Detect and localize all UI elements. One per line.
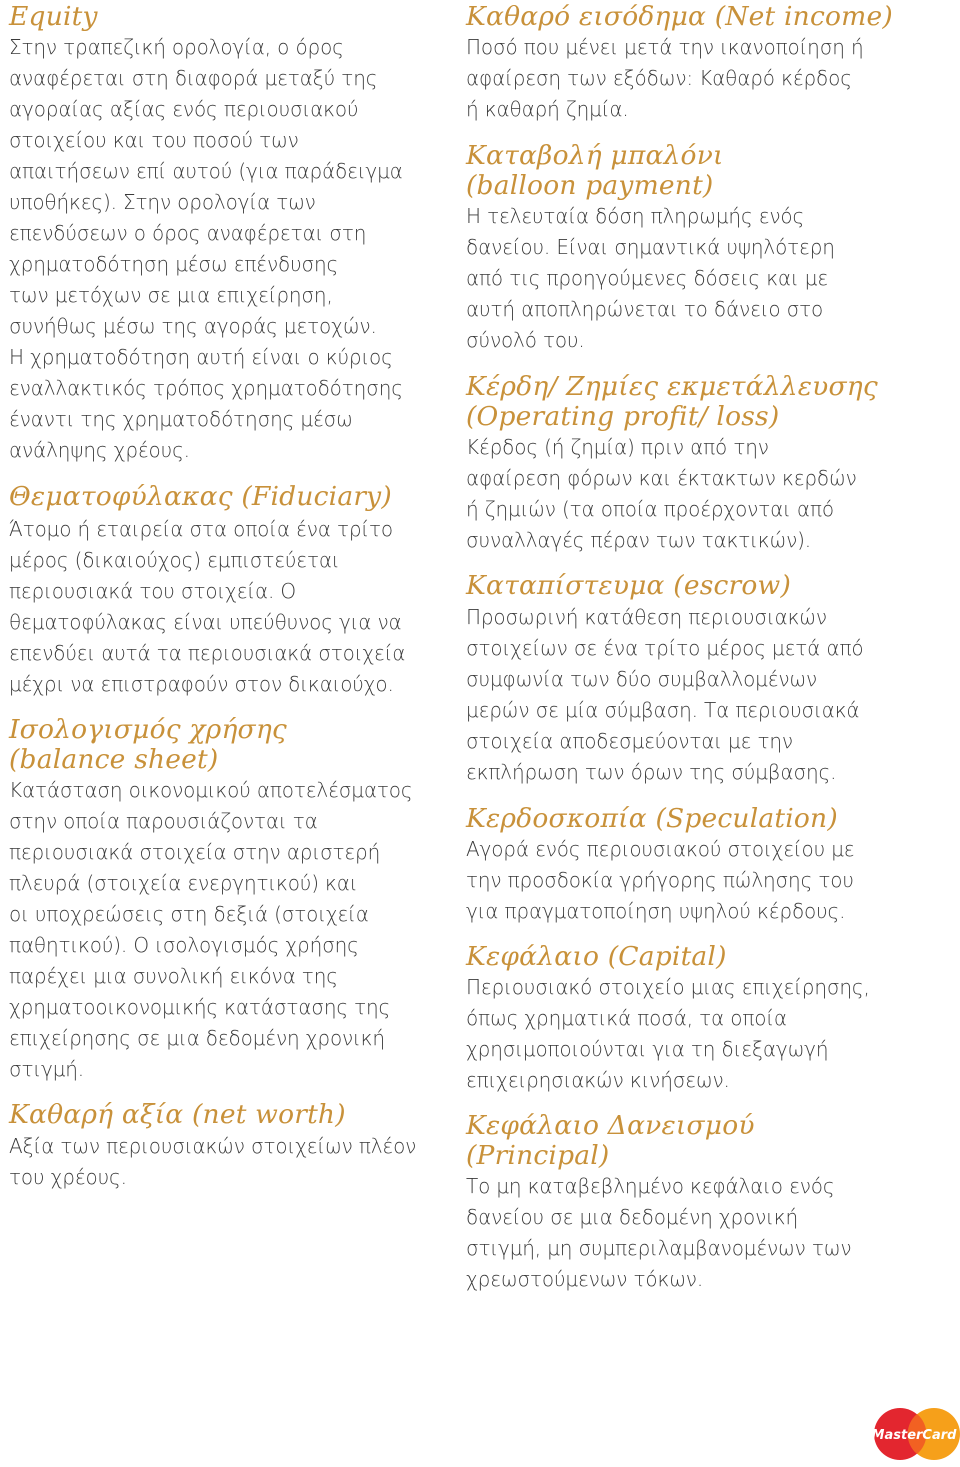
term-heading: Κεφάλαιο (Capital) bbox=[466, 941, 727, 972]
term-definition: Περιουσιακό στοιχείο μιας επιχείρησης, όπως χρηματικά ποσά, τα οποία χρησιμοποιούνται για τη διεξαγωγή επιχειρησιακών κινήσεων. bbox=[466, 975, 870, 1092]
glossary-entry-balloon-payment bbox=[466, 141, 896, 356]
mastercard-logo-icon bbox=[868, 1404, 960, 1462]
logo-wordmark: MasterCard bbox=[871, 1428, 957, 1443]
glossary-entry-principal bbox=[466, 1111, 896, 1295]
glossary-entry-fiduciary bbox=[9, 482, 429, 700]
term-definition: Κατάσταση οικονομικού αποτελέσματος στην οποία παρουσιάζονται τα περιουσιακά στοιχεία στην αριστερή πλευρά (στοιχεία ενεργητικού) και οι υποχρεώσεις στη δεξιά (στοιχεία παθητικού). Ο ισολογισμός χρήσης παρέχει μια συνολική εικόνα της χρηματοοικονομικής κατάστασης της επιχείρησης σε μια δεδομένη χρονική στιγμή. bbox=[9, 778, 413, 1081]
term-heading: Καταβολή μπαλόνι (balloon payment) bbox=[466, 140, 724, 201]
left-column bbox=[9, 2, 429, 1193]
term-definition: Προσωρινή κατάθεση περιουσιακών στοιχείων σε ένα τρίτο μέρος μετά από συμφωνία των δύο συμβαλλομένων μερών σε μία σύμβαση. Τα περιουσιακά στοιχεία αποδεσμεύονται με την εκπλήρωση των όρων της σύμβασης. bbox=[466, 605, 864, 784]
term-heading: Καταπίστευμα (escrow) bbox=[466, 570, 791, 601]
glossary-entry-capital bbox=[466, 942, 896, 1096]
term-definition: Άτομο ή εταιρεία στα οποία ένα τρίτο μέρος (δικαιούχος) εμπιστεύεται περιουσιακά του στοιχεία. Ο θεματοφύλακας είναι υπεύθυνος για να επενδύει αυτά τα περιουσιακά στοιχεία μέχρι να επιστραφούν στον δικαιούχο. bbox=[9, 517, 406, 696]
term-heading: Καθαρό εισόδημα (Net income) bbox=[466, 1, 893, 32]
glossary-entry-escrow bbox=[466, 571, 896, 788]
term-heading: Θεματοφύλακας (Fiduciary) bbox=[9, 481, 392, 512]
term-heading: Κερδοσκοπία (Speculation) bbox=[466, 803, 838, 834]
term-definition: Το μη καταβεβλημένο κεφάλαιο ενός δανείου σε μια δεδομένη χρονική στιγμή, μη συμπεριλαμβανομένων των χρεωστούμενων τόκων. bbox=[466, 1174, 852, 1291]
term-heading: Καθαρή αξία (net worth) bbox=[9, 1099, 346, 1130]
term-definition: Κέρδος (ή ζημία) πριν από την αφαίρεση φόρων και έκτακτων κερδών ή ζημιών (τα οποία προέρχονται από συναλλαγές πέραν των τακτικών). bbox=[466, 435, 857, 552]
glossary-entry-speculation bbox=[466, 804, 896, 927]
glossary-entry-net-worth bbox=[9, 1100, 429, 1193]
right-column bbox=[466, 2, 896, 1295]
term-heading: Κεφάλαιο Δανεισμού (Principal) bbox=[466, 1110, 755, 1171]
glossary-entry-net-income bbox=[466, 2, 896, 125]
term-definition: Αξία των περιουσιακών στοιχείων πλέον του χρέους. bbox=[9, 1134, 417, 1189]
term-heading: Equity bbox=[9, 1, 98, 32]
glossary-entry-operating-profit bbox=[466, 372, 896, 556]
term-definition: Η τελευταία δόση πληρωμής ενός δανείου. Είναι σημαντικά υψηλότερη από τις προηγούμενες δόσεις και με αυτή αποπληρώνεται το δάνειο στο σύνολό του. bbox=[466, 204, 835, 352]
term-heading: Κέρδη/ Ζημίες εκμετάλλευσης (Operating profit/ loss) bbox=[466, 371, 878, 432]
term-definition: Στην τραπεζική ορολογία, ο όρος αναφέρεται στη διαφορά μεταξύ της αγοραίας αξίας ενός περιουσιακού στοιχείου και του ποσού των απαιτήσεων επί αυτού (για παράδειγμα υποθήκες). Στην ορολογία των επενδύσεων ο όρος αναφέρεται στη χρηματοδότηση μέσω επένδυσης των μετόχων σε μια επιχείρηση, συνήθως μέσω της αγοράς μετοχών. Η χρηματοδότηση αυτή είναι ο κύριος εναλλακτικός τρόπος χρηματοδότησης έναντι της χρηματοδότησης μέσω ανάληψης χρέους. bbox=[9, 35, 403, 462]
term-heading: Ισολογισμός χρήσης (balance sheet) bbox=[9, 714, 287, 775]
glossary-entry-equity bbox=[9, 2, 429, 466]
term-definition: Αγορά ενός περιουσιακού στοιχείου με την προσδοκία γρήγορης πώλησης του για πραγματοποίηση υψηλού κέρδους. bbox=[466, 837, 855, 923]
glossary-entry-balance-sheet bbox=[9, 715, 429, 1085]
term-definition: Ποσό που μένει μετά την ικανοποίηση ή αφαίρεση των εξόδων: Καθαρό κέρδος ή καθαρή ζημία. bbox=[466, 35, 864, 121]
